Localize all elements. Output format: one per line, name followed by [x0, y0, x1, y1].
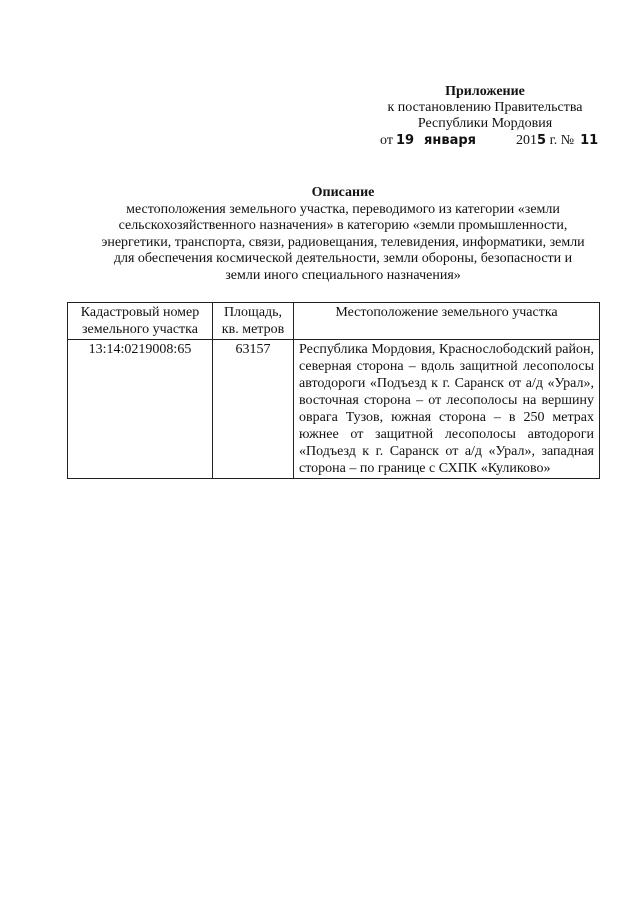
table-header-row — [68, 303, 600, 340]
description-block — [78, 185, 608, 284]
header-cadastral-line-2: земельного участка — [82, 322, 198, 337]
header-location: Местоположение земельного участка — [294, 303, 600, 340]
description-line-4: для обеспечения космической деятельности, земли обороны, безопасности и — [113, 251, 573, 266]
appendix-line-1: к постановлению Правительства — [387, 100, 583, 115]
header-cadastral-line-1: Кадастровый номер — [80, 305, 200, 320]
header-area — [213, 303, 294, 340]
header-area-line-1: Площадь, — [223, 305, 283, 320]
date-month: января — [424, 133, 477, 148]
date-year-suffix: г. № — [549, 133, 575, 148]
land-plot-table — [67, 302, 600, 479]
description-line-2: сельскохозяйственного назначения» в категорию «земли промышленности, — [118, 218, 568, 233]
date-year-hand: 5 — [537, 133, 547, 148]
description-line-3: энергетики, транспорта, связи, радиовещания, телевидения, информатики, земли — [101, 234, 585, 250]
header-area-line-2: кв. метров — [221, 322, 285, 337]
cell-area: 63157 — [213, 340, 294, 479]
appendix-header — [360, 84, 610, 149]
appendix-line-2: Республики Мордовия — [417, 116, 553, 131]
document-number: 11 — [580, 133, 599, 148]
description-line-1: местоположения земельного участка, переводимого из категории «земли — [126, 201, 560, 217]
date-day: 19 — [395, 133, 415, 148]
description-line-5: земли иного специального назначения» — [225, 267, 461, 283]
appendix-title: Приложение — [445, 84, 525, 99]
date-prefix: от — [380, 133, 393, 148]
cell-location: Республика Мордовия, Краснослободский район, северная сторона – вдоль защитной лесополосы автодороги «Подъезд к г. Саранск от а/д «Урал», восточная сторона – от лесополосы на вершину оврага Тузов, южная сторона – в 250 метрах южнее от защитной лесополосы автодороги «Подъезд к г. Саранск от а/д «Урал», западная сторона – по границе с СХПК «Куликово» — [294, 340, 600, 479]
table-row — [68, 340, 600, 479]
date-year-printed: 201 — [516, 133, 538, 148]
appendix-date-line — [360, 133, 610, 149]
cell-cadastral-number: 13:14:0219008:65 — [68, 340, 213, 479]
description-heading: Описание — [311, 185, 375, 200]
header-cadastral-number — [68, 303, 213, 340]
